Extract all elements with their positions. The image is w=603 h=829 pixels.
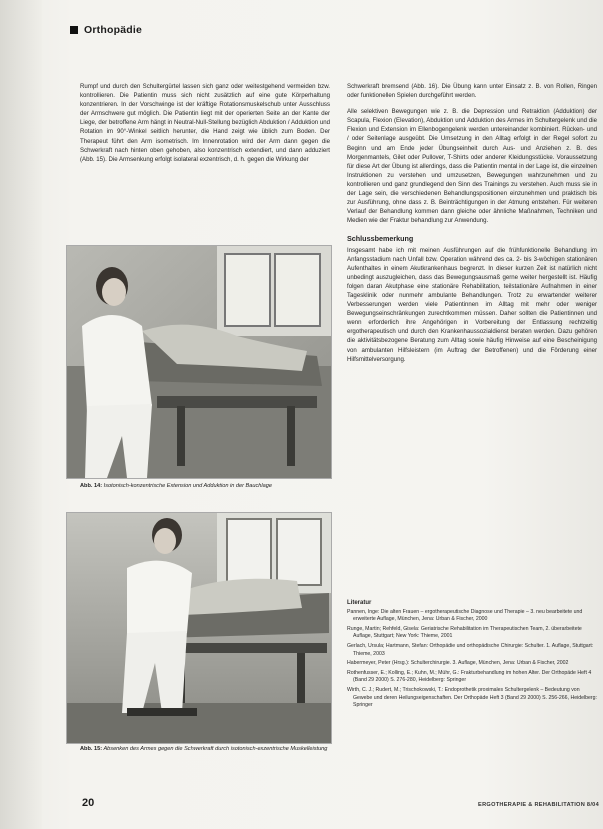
literature-item: Runge, Martin; Rehfeld, Gisela: Geriatrische Rehabilitation im Therapeutischen Team, 2. überarbeitete Auflage, Stuttgart; New York: Thieme, 2001 [347, 625, 582, 640]
right-column [347, 82, 597, 371]
header-square-icon [70, 26, 78, 34]
photo-abb-14-image [67, 246, 331, 478]
caption-abb-14-label: Abb. 14: [80, 483, 103, 489]
literature-item: Pannen, Inge: Die alten Frauen – ergotherapeutische Diagnose und Therapie – 3. neu bearbeitete und erweiterte Auflage, München, Jena: Urban & Fischer, 2000 [347, 608, 583, 623]
page-number: 20 [82, 797, 95, 809]
literature-item: Gerlach, Ursula; Hartmann, Stefan: Orthopädie und orthopädische Chirurgie: Schulter. 1. Auflage, Stuttgart: Thieme, 2003 [347, 642, 594, 657]
photo-abb-14 [66, 245, 332, 479]
caption-abb-15-text: Absenken des Armes gegen die Schwerkraft durch isotonisch-exzentrische Muskelleistung [103, 746, 328, 752]
literature-title: Literatur [347, 600, 372, 606]
literature-item: Habermeyer, Peter (Hrsg.): Schulterchirurgie. 3. Auflage, München, Jena: Urban & Fischer, 2002 [347, 660, 569, 667]
photo-abb-15-image [67, 513, 331, 743]
caption-abb-15 [80, 745, 330, 753]
left-column [80, 82, 330, 171]
caption-abb-14-text: Isotonisch-konzentrische Extension und Adduktion in der Bauchlage [103, 483, 272, 489]
section-header [70, 24, 142, 36]
literature-list [347, 600, 597, 712]
right-paragraph-1: Schwerkraft bremsend (Abb. 16). Die Übung kann unter Einsatz z. B. von Rollen, Ringen oder funktionellen Spielen durchgeführt werden. [347, 83, 597, 100]
magazine-footer: ERGOTHERAPIE & REHABILITATION 8/04 [478, 802, 599, 808]
caption-abb-15-label: Abb. 15: [80, 746, 103, 752]
left-paragraph-1: Rumpf und durch den Schultergürtel lassen sich ganz oder weitestgehend vermeiden bzw. kontrollieren. Die Patientin muss sich nicht zusätzlich auf eine gute Körperhaltung konzentrieren. In der Vorschwinge ist der kräftige Rotationsmuskelschub unter Ausschluss der Armschwere gut möglich. Die Patientin liegt mit der operierten Seite an der Kante der Liege, der betroffene Arm hängt in Neutral-Null-Stellung bezüglich Abduktion / Adduktion und Rotation im 90°-Winkel seitlich herunter, die Hand zeigt wie üblich zum Boden. Der Therapeut führt den Arm isometrisch. Im Innenrotation wird der Arm dann gegen die Schwerkraft nach hinten oben gehoben, also konzentrisch extendiert, und dann adduziert (Abb. 15). Die Armsenkung erfolgt isolateral exzentrisch, d. h. gegen die Wirkung der [80, 83, 330, 163]
section-title: Orthopädie [84, 24, 143, 36]
closing-paragraph: Insgesamt habe ich mit meinen Ausführungen auf die frühfunktionelle Behandlung im Anfangsstadium nach Unfall bzw. Operation während des ca. 2- bis 3-wöchigen stationären Aufenthaltes in einem Akutkrankenhaus begrenzt. In dieser kurzen Zeit ist natürlich nicht unbedingt auszugleichen, dass das Bewegungsausmaß gerne weiter hergestellt ist. Häufig folgen daran Akutphase eine stationäre Rehabilitation, teilstationäre Aufnahmen in einer Tagesklinik oder nunmehr ambulante Behandlungen. Trotz zu erwartender weiterer Verbesserungen werden viele Patientinnen im Alltag mit mehr oder weniger Bewegungseinschränkungen zurechtkommen müssen. Daher sollten die Patientinnen und wenn erforderlich ihre Angehörigen in Vorbereitung der Entlassung rechtzeitig ergotherapeutisch und durch den Krankenhaussozialdienst beraten werden. Dazu gehören die aktivitätsbezogene Beratung zum Alltag sowie häufig Hinweise auf eine Bescheinigung von ambulanten Hilfsleistern (im Auftrag der Betroffenen) und die Förderung einer Hilfsmittelversorgung. [347, 246, 597, 363]
right-paragraph-2: Alle selektiven Bewegungen wie z. B. die Depression und Retraktion (Adduktion) der Scapula, Flexion (Elevation), Abduktion und Adduktion des Armes im Schultergelenk und die Flexion und Extension im Ellenbogengelenk werden untereinander kombiniert. Rücken- und / oder Seitenlage ausgeübt. Die Umsetzung in den Alltag erfolgt in der Regel sofort zu Beginn und am Ende jeder Übungseinheit durch Aus- und Anziehen z. B. des Morgenmantels, Gilet oder Pullover, T-Shirts oder anderer Kleidungsstücke. Voraussetzung für diese Art der Übung ist allerdings, dass die Patientin mental in der Lage ist, die einzelnen Instruktionen zu verstehen und umzusetzen, Bewegungen wahrzunehmen und zu kontrollieren und ganz grundlegend den Sinn des Trainings zu verstehen. Auch muss sie in der Lage sein, die verschiedenen Behandlungspositionen einzunehmen und praktisch bis zur Ausführung, ohne dass z. B. Beinträchtigungen in der Atmung entstehen. Für weiteren Verlauf der Behandlung kommen dann gleiche oder ähnliche Maßnahmen, Techniken und Medien wie der Fraktur behandlung zur Anwendung. [347, 108, 597, 225]
page-binding-shadow [0, 0, 42, 829]
closing-heading: Schlussbemerkung [347, 234, 414, 244]
photo-abb-15 [66, 512, 332, 744]
literature-item: Wirth, C. J.; Rudert, M.; Trischokowski, T.: Endoprothetik proximales Schultergelenk – Bedeutung von Gewebe und deren Heilungseigenschaften. Der Orthopäde Heft 3 (Band 29 2000) S. 256-266, Heidelberg: Springer [347, 686, 597, 709]
literature-item: Rothenfusser, E.; Kolling, E.; Kuhn, M.; Mühr, G.: Frakturbehandlung im hohen Alter. Der Orthopäde Heft 4 (Band 29 2000) S. 276-280, Heidelberg: Springer [347, 669, 592, 684]
caption-abb-14 [80, 482, 330, 490]
